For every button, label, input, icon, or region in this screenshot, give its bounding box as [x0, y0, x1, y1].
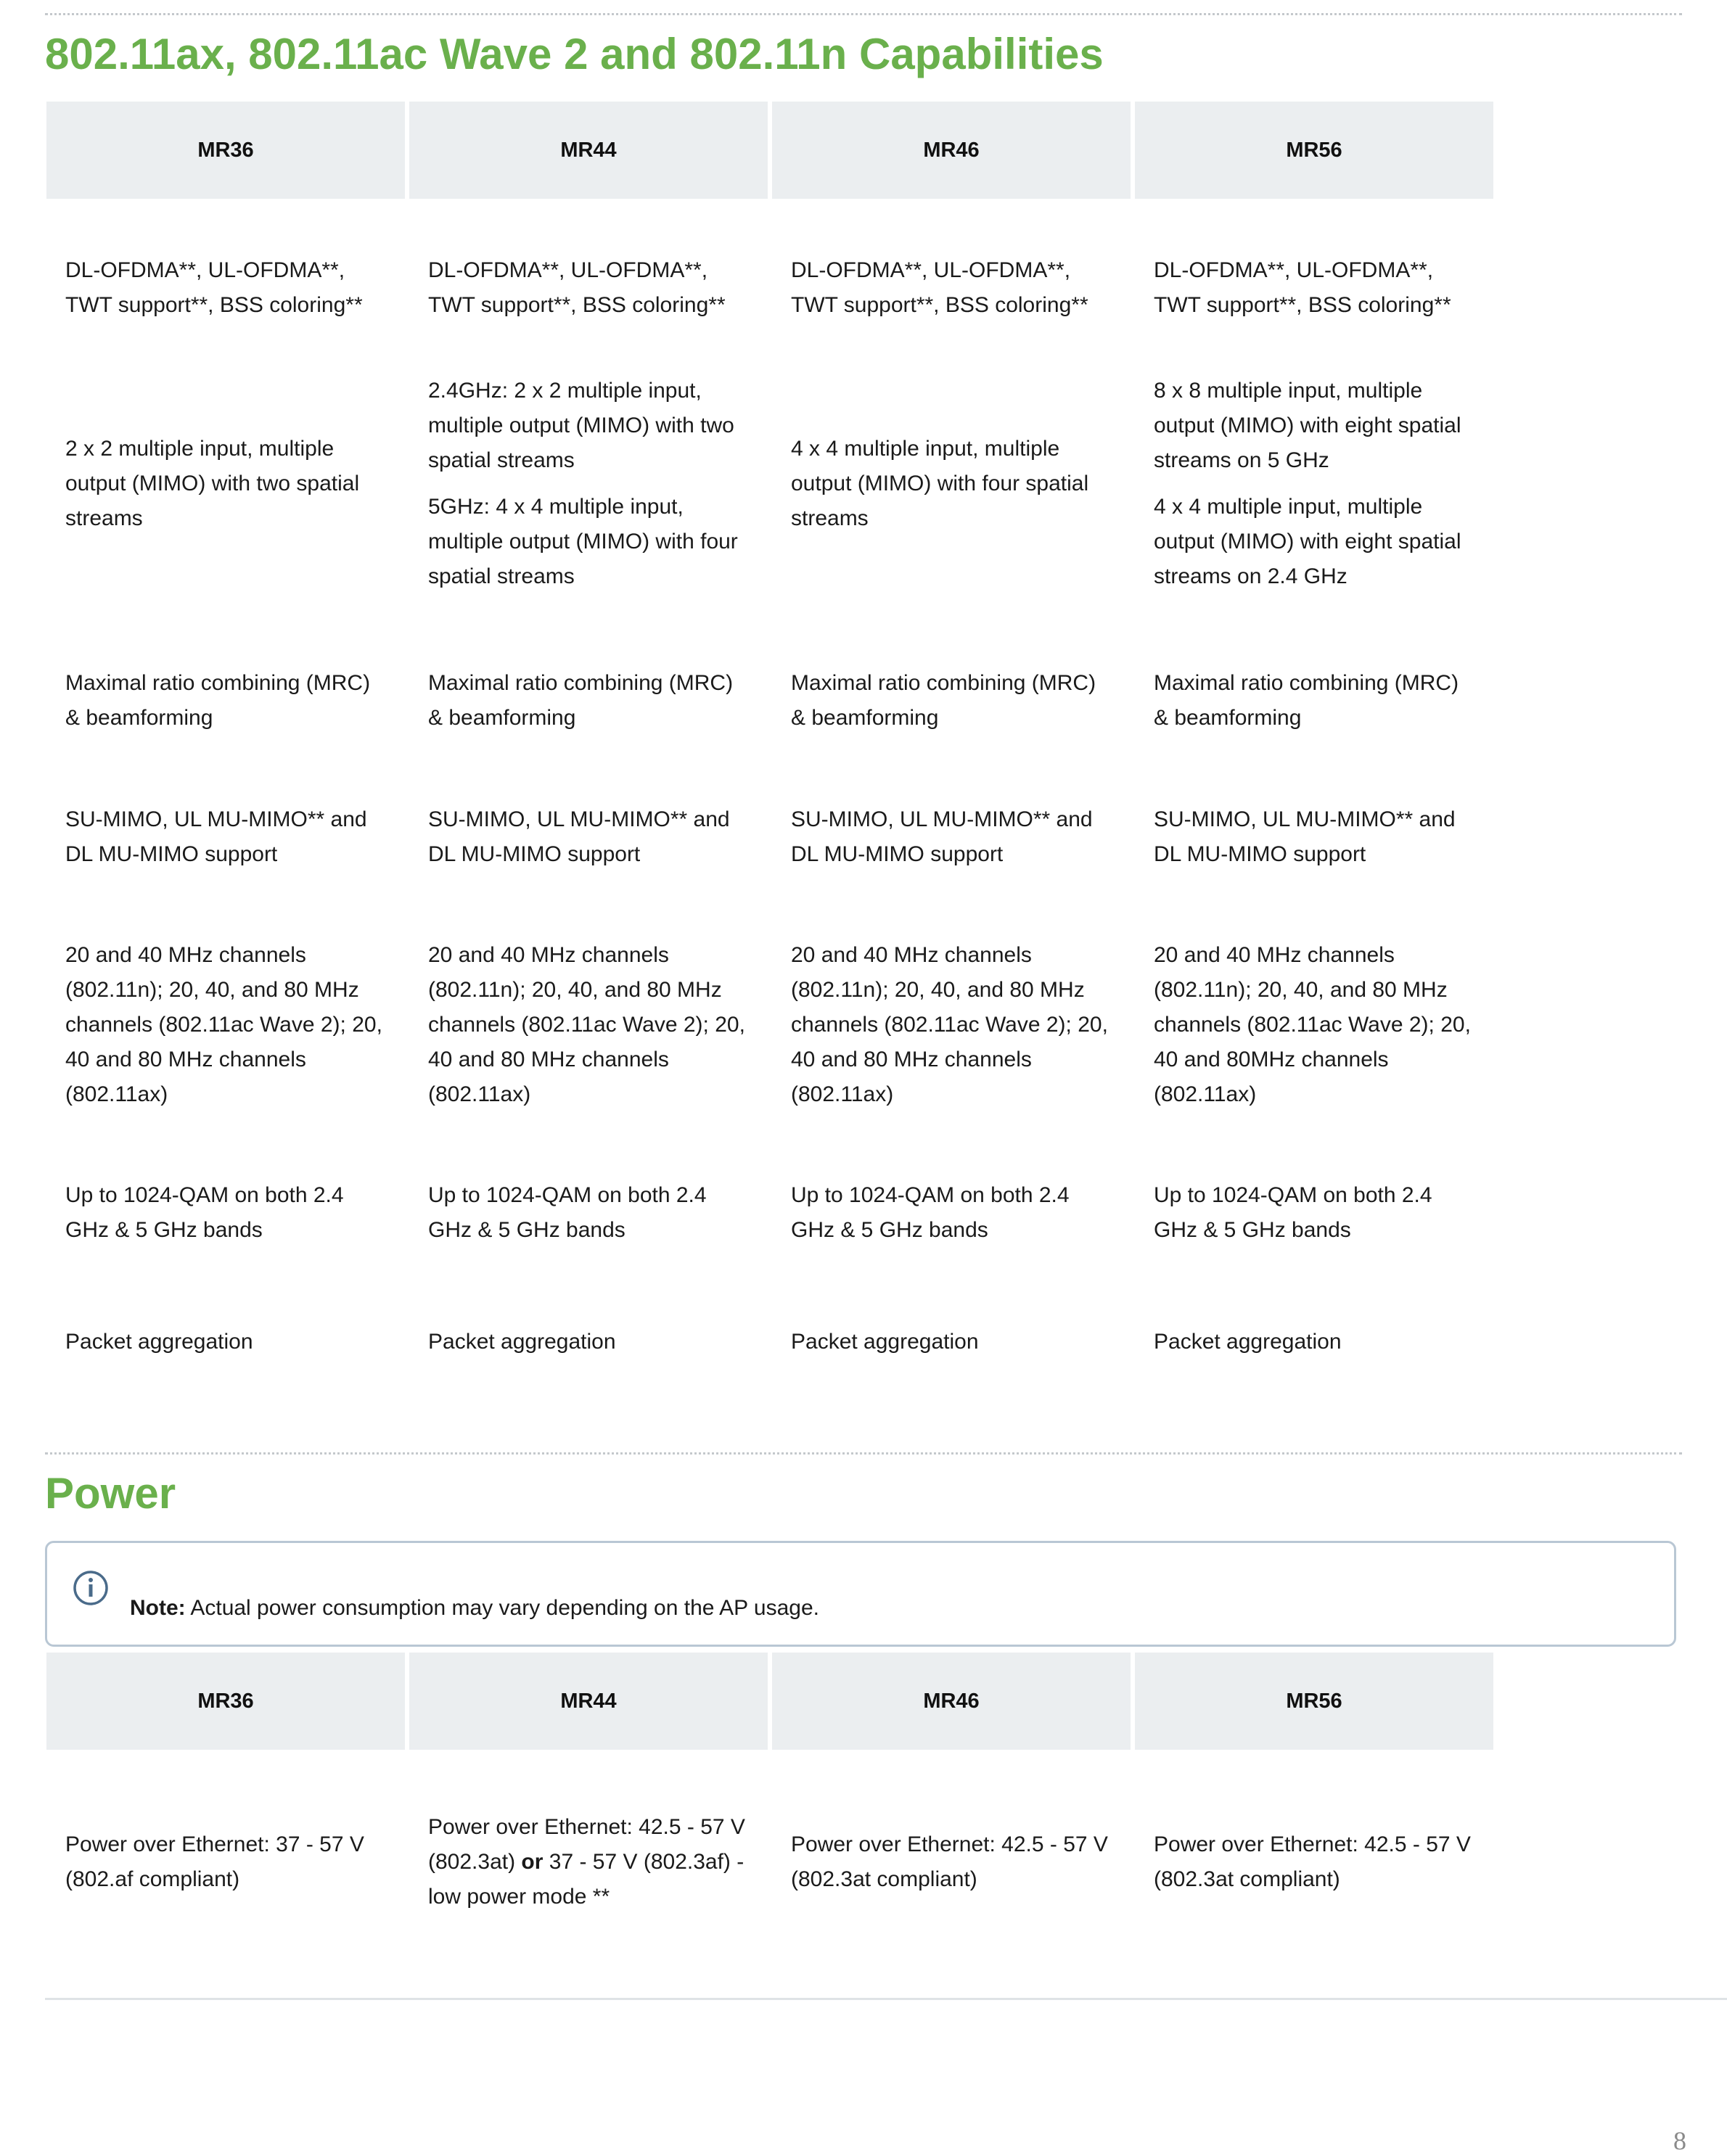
- table-cell: [409, 1750, 768, 1960]
- cell-paragraph: 4 x 4 multiple input, multiple output (MIMO) with four spatial streams: [791, 437, 1089, 530]
- table-cell: [409, 335, 768, 633]
- table-cell: 20 and 40 MHz channels (802.11n); 20, 40, and 80 MHz channels (802.11ac Wave 2); 20, 40 and 80MHz channels (802.11ax): [1154, 943, 1471, 1106]
- table-cell: Power over Ethernet: 37 - 57 V (802.af compliant): [65, 1832, 364, 1891]
- power-note: [45, 1541, 1676, 1647]
- table-cell: 20 and 40 MHz channels (802.11n); 20, 40, and 80 MHz channels (802.11ac Wave 2); 20, 40 and 80 MHz channels (802.11ax): [428, 943, 745, 1106]
- note-text: [130, 1594, 819, 1623]
- table-cell: Packet aggregation: [65, 1330, 253, 1354]
- table-cell: DL-OFDMA**, UL-OFDMA**, TWT support**, BSS coloring**: [428, 258, 726, 317]
- table-cell: [1135, 335, 1493, 633]
- capabilities-table: [42, 102, 1498, 1418]
- table-cell: SU-MIMO, UL MU-MIMO** and DL MU-MIMO support: [791, 807, 1093, 866]
- table-cell: Up to 1024-QAM on both 2.4 GHz & 5 GHz bands: [791, 1183, 1070, 1242]
- table-row: [46, 1750, 1493, 1960]
- table-cell: Packet aggregation: [1154, 1330, 1342, 1354]
- column-header-mr56: MR56: [1135, 1653, 1493, 1750]
- table-header-row: [46, 1653, 1493, 1750]
- table-row: [46, 1145, 1493, 1281]
- table-cell: Up to 1024-QAM on both 2.4 GHz & 5 GHz bands: [428, 1183, 707, 1242]
- top-divider: [45, 13, 1682, 15]
- power-table: [42, 1653, 1498, 1960]
- power-heading: Power: [45, 1469, 176, 1518]
- note-message: Actual power consumption may vary depending on the AP usage.: [190, 1596, 820, 1620]
- table-row: [46, 199, 1493, 335]
- note-label: Note:: [130, 1596, 186, 1620]
- table-cell: SU-MIMO, UL MU-MIMO** and DL MU-MIMO support: [428, 807, 730, 866]
- cell-paragraph: 8 x 8 multiple input, multiple output (MIMO) with eight spatial streams on 5 GHz: [1154, 379, 1461, 472]
- cell-text: Power over Ethernet: 42.5 - 57 V (802.3at): [428, 1815, 745, 1874]
- table-cell: [772, 335, 1131, 633]
- capabilities-heading: 802.11ax, 802.11ac Wave 2 and 802.11n Capabilities: [45, 30, 1104, 78]
- info-icon: [72, 1569, 110, 1607]
- column-header-mr56: MR56: [1135, 102, 1493, 199]
- table-cell: Packet aggregation: [428, 1330, 616, 1354]
- table-cell: Power over Ethernet: 42.5 - 57 V (802.3at compliant): [1154, 1832, 1471, 1891]
- column-header-mr46: MR46: [772, 1653, 1131, 1750]
- table-cell: Up to 1024-QAM on both 2.4 GHz & 5 GHz bands: [65, 1183, 344, 1242]
- cell-paragraph: 2 x 2 multiple input, multiple output (MIMO) with two spatial streams: [65, 437, 360, 530]
- table-cell: 20 and 40 MHz channels (802.11n); 20, 40, and 80 MHz channels (802.11ac Wave 2); 20, 40 and 80 MHz channels (802.11ax): [65, 943, 382, 1106]
- table-cell: Packet aggregation: [791, 1330, 979, 1354]
- table-cell: Power over Ethernet: 42.5 - 57 V (802.3at compliant): [791, 1832, 1108, 1891]
- table-cell: Up to 1024-QAM on both 2.4 GHz & 5 GHz bands: [1154, 1183, 1432, 1242]
- table-cell: Maximal ratio combining (MRC) & beamforming: [1154, 671, 1459, 730]
- table-row: [46, 769, 1493, 905]
- table-cell: Maximal ratio combining (MRC) & beamforming: [791, 671, 1096, 730]
- table-cell: 20 and 40 MHz channels (802.11n); 20, 40, and 80 MHz channels (802.11ac Wave 2); 20, 40 and 80 MHz channels (802.11ax): [791, 943, 1108, 1106]
- column-header-mr46: MR46: [772, 102, 1131, 199]
- table-row: [46, 633, 1493, 769]
- table-row: [46, 335, 1493, 633]
- column-header-mr44: MR44: [409, 102, 768, 199]
- table-row: [46, 1281, 1493, 1418]
- table-header-row: [46, 102, 1493, 199]
- section-divider: [45, 1452, 1682, 1455]
- table-cell: Maximal ratio combining (MRC) & beamforming: [65, 671, 371, 730]
- table-cell: DL-OFDMA**, UL-OFDMA**, TWT support**, BSS coloring**: [1154, 258, 1451, 317]
- table-cell: SU-MIMO, UL MU-MIMO** and DL MU-MIMO support: [65, 807, 367, 866]
- table-cell: [46, 335, 405, 633]
- footer-divider: [45, 1998, 1727, 2000]
- cell-paragraph: 4 x 4 multiple input, multiple output (MIMO) with eight spatial streams on 2.4 GHz: [1154, 495, 1461, 588]
- table-cell: DL-OFDMA**, UL-OFDMA**, TWT support**, BSS coloring**: [791, 258, 1088, 317]
- cell-paragraph: 5GHz: 4 x 4 multiple input, multiple output (MIMO) with four spatial streams: [428, 495, 738, 588]
- column-header-mr36: MR36: [46, 1653, 405, 1750]
- table-cell: DL-OFDMA**, UL-OFDMA**, TWT support**, BSS coloring**: [65, 258, 363, 317]
- column-header-mr44: MR44: [409, 1653, 768, 1750]
- cell-paragraph: 2.4GHz: 2 x 2 multiple input, multiple output (MIMO) with two spatial streams: [428, 379, 734, 472]
- cell-text: 37 - 57 V (802.3af) - low power mode **: [428, 1850, 744, 1909]
- table-row: [46, 905, 1493, 1145]
- column-header-mr36: MR36: [46, 102, 405, 199]
- table-cell: SU-MIMO, UL MU-MIMO** and DL MU-MIMO support: [1154, 807, 1456, 866]
- page-number: 8: [1673, 2126, 1686, 2155]
- table-cell: Maximal ratio combining (MRC) & beamforming: [428, 671, 734, 730]
- cell-emphasis: or: [521, 1850, 543, 1874]
